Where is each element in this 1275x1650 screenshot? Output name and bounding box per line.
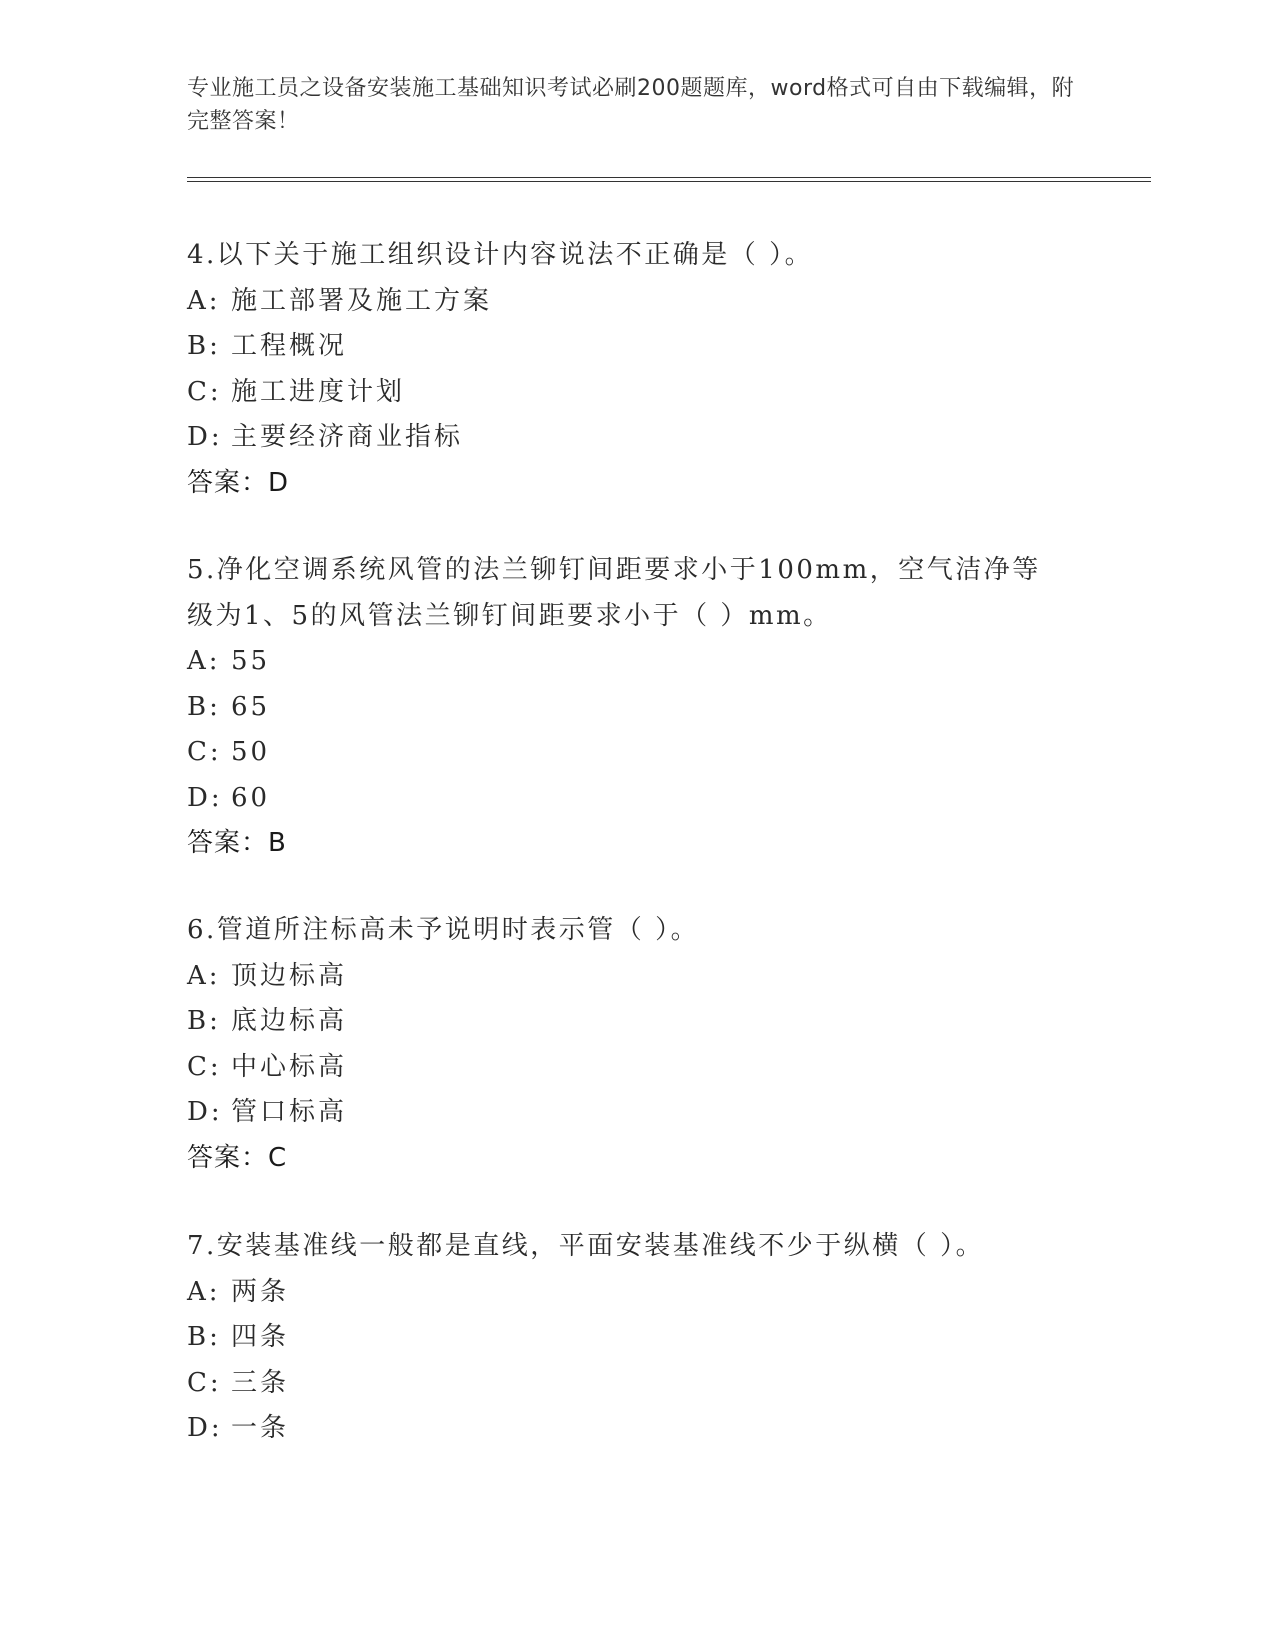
question-6	[187, 908, 1127, 1181]
option-key: A:	[187, 285, 221, 316]
option-text: 50	[231, 737, 271, 767]
option-text: 一条	[231, 1413, 290, 1443]
header-title: 专业施工员之设备安装施工基础知识考试必刷200题题库，word格式可自由下载编辑，附完整答案！	[187, 76, 1075, 134]
option-d	[187, 415, 1127, 461]
option-key: C:	[187, 376, 222, 407]
option-key: C:	[187, 1051, 222, 1082]
option-key: A:	[187, 1276, 221, 1307]
option-key: D:	[187, 1413, 223, 1443]
option-key: B:	[187, 691, 221, 722]
option-text: 管口标高	[231, 1097, 348, 1127]
option-b	[187, 1315, 1127, 1361]
option-a	[187, 279, 1127, 325]
option-text: 中心标高	[231, 1051, 348, 1082]
option-a	[187, 1270, 1127, 1316]
option-text: 55	[231, 646, 271, 676]
option-key: B:	[187, 1322, 221, 1352]
option-text: 四条	[231, 1322, 290, 1352]
option-c	[187, 1045, 1127, 1091]
question-stem: 5.净化空调系统风管的法兰铆钉间距要求小于100mm，空气洁净等级为1、5的风管法兰铆钉间距要求小于（ ）mm。	[187, 555, 1041, 631]
answer-label: 答案：C	[187, 1142, 288, 1173]
option-d	[187, 1406, 1127, 1452]
header-rule-bottom	[187, 181, 1151, 182]
option-d	[187, 1090, 1127, 1136]
option-c	[187, 730, 1127, 776]
option-key: D:	[187, 422, 223, 452]
option-text: 底边标高	[231, 1006, 348, 1036]
option-a	[187, 639, 1127, 685]
option-text: 两条	[231, 1276, 290, 1307]
answer-label: 答案：D	[187, 467, 290, 498]
option-text: 施工进度计划	[231, 376, 406, 407]
option-b	[187, 999, 1127, 1045]
question-4	[187, 233, 1127, 506]
option-key: A:	[187, 960, 221, 991]
document-header	[187, 72, 1087, 138]
question-5	[187, 548, 1127, 867]
option-text: 60	[231, 782, 271, 813]
option-text: 施工部署及施工方案	[231, 285, 493, 316]
option-text: 三条	[231, 1367, 290, 1398]
option-text: 工程概况	[231, 331, 348, 361]
option-text: 顶边标高	[231, 960, 348, 991]
option-key: A:	[187, 646, 221, 676]
option-c	[187, 370, 1127, 416]
question-stem: 4.以下关于施工组织设计内容说法不正确是（ ）。	[187, 240, 814, 270]
answer-label: 答案：B	[187, 828, 287, 858]
option-key: C:	[187, 737, 222, 767]
option-key: D:	[187, 782, 223, 813]
option-key: C:	[187, 1367, 222, 1398]
question-stem: 7.安装基准线一般都是直线，平面安装基准线不少于纵横（ ）。	[187, 1231, 985, 1261]
option-key: B:	[187, 1006, 221, 1036]
option-key: D:	[187, 1097, 223, 1127]
option-text: 65	[231, 691, 271, 722]
question-stem: 6.管道所注标高未予说明时表示管（ ）。	[187, 915, 700, 945]
question-7	[187, 1224, 1127, 1452]
option-b	[187, 685, 1127, 731]
option-d	[187, 776, 1127, 822]
option-key: B:	[187, 331, 221, 361]
option-c	[187, 1361, 1127, 1407]
option-b	[187, 324, 1127, 370]
option-text: 主要经济商业指标	[231, 422, 464, 452]
option-a	[187, 954, 1127, 1000]
header-rule-top	[187, 177, 1151, 178]
